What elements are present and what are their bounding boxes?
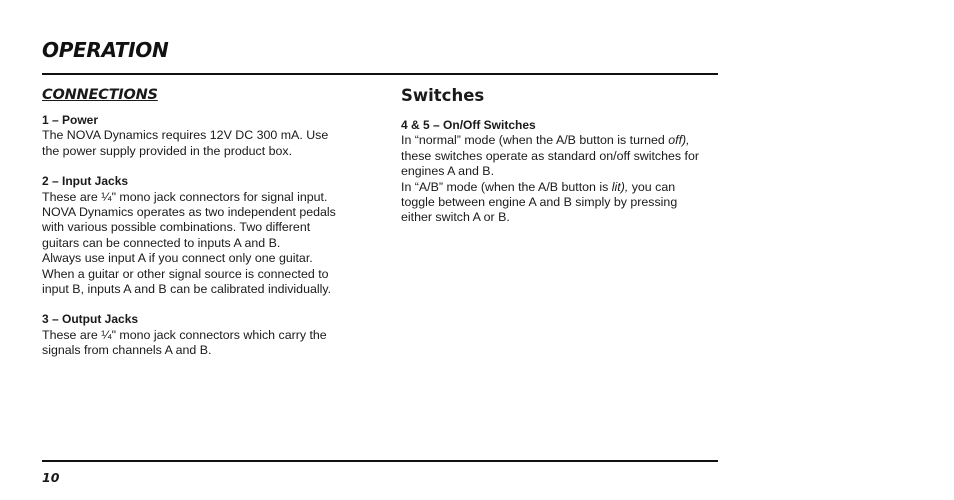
onoff-switches-section	[401, 118, 721, 226]
input-jacks-line: Always use input A if you connect only one guitar.	[42, 251, 313, 266]
onoff-line: these switches operate as standard on/off switches for	[401, 148, 699, 163]
onoff-line: either switch A or B.	[401, 210, 510, 225]
power-section	[42, 113, 372, 159]
input-jacks-section	[42, 174, 372, 297]
bottom-rule	[42, 460, 718, 462]
power-text	[42, 128, 372, 159]
onoff-switches-heading: 4 & 5 – On/Off Switches	[401, 118, 536, 132]
input-jacks-line: with various possible combinations. Two different	[42, 220, 311, 235]
power-heading: 1 – Power	[42, 113, 99, 127]
onoff-line: you can	[628, 179, 676, 194]
top-rule	[42, 73, 718, 75]
connections-title: CONNECTIONS	[42, 87, 158, 103]
input-jacks-line: input B, inputs A and B can be calibrated individually.	[42, 282, 332, 297]
onoff-line: engines A and B.	[401, 164, 495, 179]
input-jacks-line: These are ¼" mono jack connectors for signal input.	[42, 189, 328, 204]
onoff-line: In “A/B” mode (when the A/B button is	[401, 179, 612, 194]
output-jacks-text	[42, 328, 372, 359]
onoff-emphasis: lit),	[611, 179, 629, 194]
output-jacks-section	[42, 312, 372, 358]
onoff-line: In “normal” mode (when the A/B button is turned	[401, 133, 669, 148]
power-line: The NOVA Dynamics requires 12V DC 300 mA. Use	[42, 128, 329, 143]
input-jacks-text	[42, 190, 372, 298]
output-jacks-heading: 3 – Output Jacks	[42, 312, 139, 327]
input-jacks-line: NOVA Dynamics operates as two independent pedals	[42, 205, 336, 220]
page-number: 10	[42, 470, 60, 485]
onoff-emphasis: off),	[668, 133, 690, 148]
switches-column	[401, 86, 721, 226]
connections-column	[42, 86, 372, 359]
output-jacks-line: These are ¼" mono jack connectors which carry the	[42, 327, 327, 342]
power-line: the power supply provided in the product box.	[42, 143, 293, 158]
output-jacks-line: signals from channels A and B.	[42, 343, 212, 358]
input-jacks-heading: 2 – Input Jacks	[42, 174, 129, 189]
onoff-switches-text	[401, 133, 721, 225]
onoff-line: toggle between engine A and B simply by pressing	[401, 195, 678, 210]
switches-title: Switches	[401, 86, 485, 105]
input-jacks-line: guitars can be connected to inputs A and B.	[42, 235, 281, 250]
input-jacks-line: When a guitar or other signal source is connected to	[42, 266, 329, 281]
page-heading: OPERATION	[42, 38, 169, 62]
